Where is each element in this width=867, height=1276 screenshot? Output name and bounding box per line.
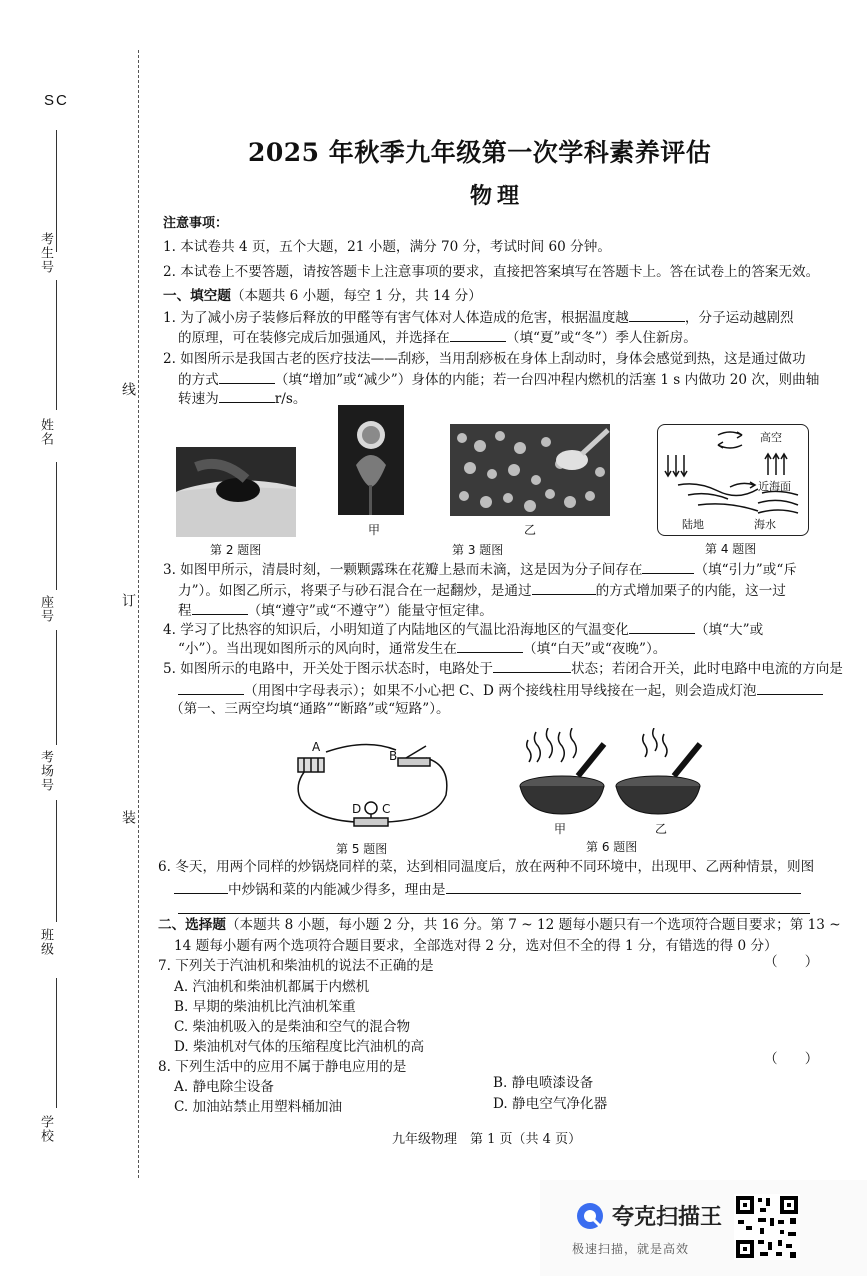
fig4-label-land: 陆地 <box>682 518 704 531</box>
qr-code-icon <box>734 1194 800 1260</box>
section2-line2: 14 题每小题有两个选项符合题目要求，全部选对得 2 分，选对但不全的得 1 分，有错选的得 0 分） <box>174 938 778 954</box>
q3-line3: 程 （填“遵守”或“不遵守”）能量守恒定律。 <box>178 600 493 621</box>
margin-label-exam-number: 考生号 <box>38 232 53 274</box>
q8-option-b: B. 静电喷漆设备 <box>493 1075 594 1091</box>
section2-heading: 二、选择题 <box>158 917 226 933</box>
q7-stem: 7. 下列关于汽油机和柴油机的说法不正确的是 <box>158 958 434 974</box>
q8-stem: 8. 下列生活中的应用不属于静电应用的是 <box>158 1059 407 1075</box>
answer-blank <box>642 559 694 574</box>
q6-line2: 中炒锅和菜的内能减少得多，理由是 <box>174 879 801 900</box>
fig2-caption: 第 2 题图 <box>210 543 262 557</box>
fig4-label-sea-surface: 近海面 <box>758 480 791 493</box>
margin-label-seat: 座号 <box>38 595 53 623</box>
fig5-letter-b: B <box>389 749 398 763</box>
fig5-caption: 第 5 题图 <box>336 842 388 856</box>
cut-mark-xian: 线 <box>120 382 136 397</box>
q8-option-d: D. 静电空气净化器 <box>493 1096 608 1112</box>
margin-label-name: 姓名 <box>38 418 53 446</box>
answer-blank <box>192 600 248 615</box>
fig4-label-sea: 海水 <box>754 518 776 531</box>
fig5-letter-d: D <box>352 802 362 816</box>
q6-line1: 6. 冬天，用两个同样的炒锅烧同样的菜，达到相同温度后，放在两种不同环境中，出现甲、乙两种情景，则图 <box>158 859 815 875</box>
note-2: 2. 本试卷上不要答题，请按答题卡上注意事项的要求，直接把答案填写在答题卡上。答在试卷上的答案无效。 <box>163 264 820 280</box>
fig5-letter-a: A <box>312 740 321 754</box>
q1-line2: 的原理，可在装修完成后加强通风，并选择在 （填“夏”或“冬”）季人住新房。 <box>178 327 697 348</box>
fig6-jia-label: 甲 <box>554 822 567 836</box>
cut-mark-ding: 订 <box>120 593 136 608</box>
quark-logo-icon <box>576 1202 604 1230</box>
margin-label-class: 班级 <box>38 928 53 956</box>
q5-line1: 5. 如图所示的电路中，开关处于图示状态时，电路处于 状态；若闭合开关，此时电路中电流的方向是 <box>163 658 843 679</box>
answer-line <box>178 913 810 914</box>
q7-option-c: C. 柴油机吸入的是柴油和空气的混合物 <box>174 1019 411 1035</box>
q8-option-c: C. 加油站禁止用塑料桶加油 <box>174 1099 343 1115</box>
fig3-yi-photo <box>450 424 610 516</box>
answer-blank <box>219 388 275 403</box>
q7-option-b: B. 早期的柴油机比汽油机笨重 <box>174 999 356 1015</box>
q1-line1: 1. 为了减小房子装修后释放的甲醛等有害气体对人体造成的危害，根据温度越 ，分子运动越剧烈 <box>163 307 794 328</box>
q8-bracket: （ ） <box>764 1051 819 1067</box>
answer-blank <box>757 680 823 695</box>
q2-line3: 转速为 r/s。 <box>178 388 306 409</box>
fig3-jia-photo <box>338 405 404 515</box>
fig6-wok-jia <box>518 728 610 816</box>
section1-heading: 一、填空题 <box>163 288 231 304</box>
fig4-caption: 第 4 题图 <box>705 542 757 556</box>
answer-blank <box>446 879 801 894</box>
q3-line1: 3. 如图甲所示，清晨时刻，一颗颗露珠在花瓣上悬而未滴，这是因为分子间存在 （填“引力”或“斥 <box>163 559 797 580</box>
margin-label-school: 学校 <box>38 1115 53 1143</box>
notes-heading: 注意事项： <box>163 216 229 231</box>
q2-line2: 的方式 （填“增加”或“减少”）身体的内能；若一台四冲程内燃机的活塞 1 s 内做功 20 次，则曲轴 <box>178 369 819 390</box>
q8-option-a: A. 静电除尘设备 <box>174 1079 275 1095</box>
scanner-watermark <box>540 1180 867 1276</box>
fig5-letter-c: C <box>382 802 391 816</box>
fig3-caption: 第 3 题图 <box>452 543 504 557</box>
note-1: 1. 本试卷共 4 页，五个大题，21 小题，满分 70 分，考试时间 60 分钟。 <box>163 239 611 255</box>
fig3-yi-label: 乙 <box>524 523 537 537</box>
answer-blank <box>532 580 596 595</box>
q2-line1: 2. 如图所示是我国古老的医疗技法——刮痧，当用刮痧板在身体上刮动时，身体会感觉到热，这是通过做功 <box>163 351 806 367</box>
watermark-brand: 夸克扫描王 <box>612 1205 723 1230</box>
q3-line2: 力”）。如图乙所示，将栗子与砂石混合在一起翻炒，是通过 的方式增加栗子的内能，这一过 <box>178 580 786 601</box>
cut-mark-zhuang: 装 <box>120 810 136 825</box>
answer-blank <box>174 879 228 894</box>
fig6-wok-yi <box>614 728 706 816</box>
fig5-circuit <box>286 740 456 830</box>
answer-blank <box>219 369 275 384</box>
exam-title: 2025 年秋季九年级第一次学科素养评估 <box>248 138 712 167</box>
q7-bracket: （ ） <box>764 954 819 970</box>
subject-title: 物理 <box>470 183 525 209</box>
fig4-diagram <box>657 424 809 536</box>
q5-line3: （第一、三两空均填“通路”“断路”或“短路”）。 <box>170 701 450 717</box>
section1-note: （本题共 6 小题，每空 1 分，共 14 分） <box>230 288 482 304</box>
q4-line2: “小”）。当出现如图所示的风向时，通常发生在 （填“白天”或“夜晚”）。 <box>178 638 666 659</box>
answer-blank <box>493 658 571 673</box>
section2-line1: 二、选择题（本题共 8 小题，每小题 2 分，共 16 分。第 7 ~ 12 题每小题只有一个选项符合题目要求；第 13 ~ <box>158 917 841 933</box>
answer-blank <box>629 307 685 322</box>
fig3-jia-label: 甲 <box>368 523 381 537</box>
fig6-yi-label: 乙 <box>655 822 668 836</box>
fig6-caption: 第 6 题图 <box>586 840 638 854</box>
margin-code: SC <box>44 92 69 109</box>
answer-blank <box>450 327 506 342</box>
fig2-photo <box>176 447 296 537</box>
page-footer: 九年级物理 第 1 页（共 4 页） <box>392 1132 582 1147</box>
answer-blank <box>178 680 244 695</box>
answer-blank <box>457 638 523 653</box>
fig4-label-sky: 高空 <box>760 431 782 444</box>
answer-blank <box>629 619 695 634</box>
q7-option-a: A. 汽油机和柴油机都属于内燃机 <box>174 979 370 995</box>
binding-line <box>138 50 140 1178</box>
q4-line1: 4. 学习了比热容的知识后，小明知道了内陆地区的气温比沿海地区的气温变化 （填“大”或 <box>163 619 763 640</box>
watermark-slogan: 极速扫描，就是高效 <box>572 1242 690 1256</box>
q5-line2: （用图中字母表示）；如果不小心把 C、D 两个接线柱用导线接在一起，则会造成灯泡 <box>178 680 823 701</box>
q7-option-d: D. 柴油机对气体的压缩程度比汽油机的高 <box>174 1039 425 1055</box>
margin-label-room: 考场号 <box>38 750 53 792</box>
